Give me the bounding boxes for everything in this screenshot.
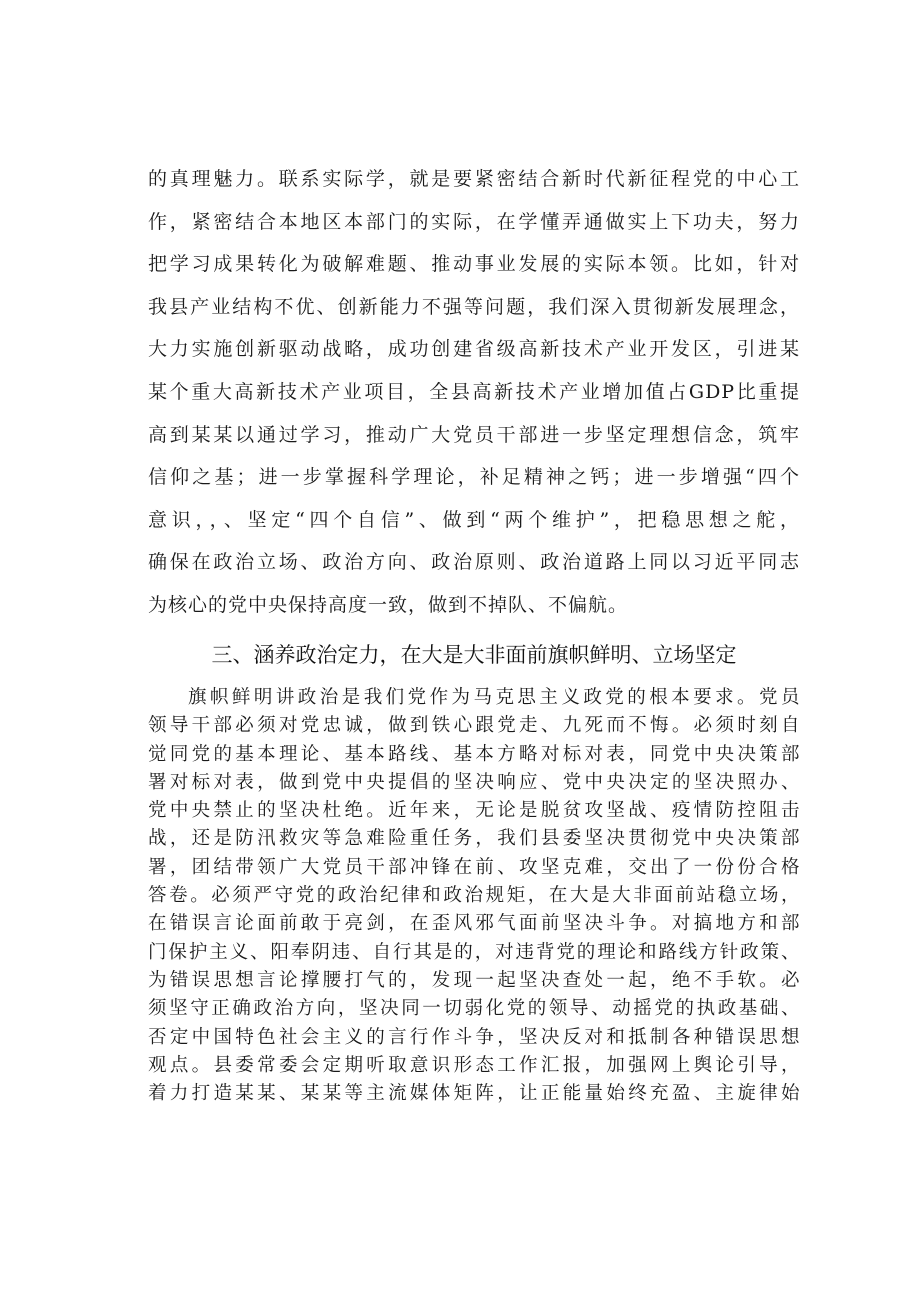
paragraph-line: 确保在政治立场、政治方向、政治原则、政治道路上同以习近平同志 bbox=[148, 551, 800, 574]
paragraph-line: 的真理魅力。联系实际学，就是要紧密结合新时代新征程党的中心工 bbox=[148, 168, 800, 190]
paragraph-line: 我县产业结构不优、创新能力不强等问题，我们深入贯彻新发展理念， bbox=[148, 295, 800, 318]
paragraph-line: 意识，，、坚定“四个自信”、做到“两个维护”，把稳思想之舵， bbox=[148, 508, 800, 531]
paragraph-line: 战，还是防汛救灾等急难险重任务，我们县委坚决贯彻党中央决策部 bbox=[148, 828, 800, 850]
paragraph-line: 旗帜鲜明讲政治是我们党作为马克思主义政党的根本要求。党员 bbox=[188, 687, 800, 708]
paragraph-line: 把学习成果转化为破解难题、推动事业发展的实际本领。比如，针对 bbox=[148, 253, 800, 276]
paragraph-2 bbox=[148, 684, 800, 1108]
paragraph-line: 觉同党的基本理论、基本路线、基本方略对标对表，同党中央决策部 bbox=[148, 743, 800, 765]
paragraph-line: 观点。县委常委会定期听取意识形态工作汇报，加强网上舆论引导， bbox=[148, 1054, 800, 1076]
paragraph-line: 作，紧密结合本地区本部门的实际，在学懂弄通做实上下功夫，努力 bbox=[148, 210, 800, 233]
paragraph-1 bbox=[148, 158, 800, 627]
paragraph-line: 高到某某以通过学习，推动广大党员干部进一步坚定理想信念，筑牢 bbox=[148, 423, 800, 446]
paragraph-line: 为错误思想言论撑腰打气的，发现一起坚决查处一起，绝不手软。必 bbox=[148, 969, 800, 991]
paragraph-line: 领导干部必须对党忠诚，做到铁心跟党走、九死而不悔。必须时刻自 bbox=[148, 715, 800, 737]
paragraph-line: 答卷。必须严守党的政治纪律和政治规矩，在大是大非面前站稳立场， bbox=[148, 885, 800, 907]
paragraph-line: 某个重大高新技术产业项目，全县高新技术产业增加值占GDP比重提 bbox=[148, 380, 800, 403]
paragraph-line: 署对标对表，做到党中央提倡的坚决响应、党中央决定的坚决照办、 bbox=[148, 771, 800, 793]
paragraph-line: 大力实施创新驱动战略，成功创建省级高新技术产业开发区，引进某 bbox=[148, 338, 800, 361]
paragraph-line: 署，团结带领广大党员干部冲锋在前、攻坚克难，交出了一份份合格 bbox=[148, 856, 800, 878]
section-heading: 三、涵养政治定力，在大是大非面前旗帜鲜明、立场坚定 bbox=[211, 643, 737, 667]
paragraph-line: 为核心的党中央保持高度一致，做到不掉队、不偏航。 bbox=[148, 593, 629, 616]
paragraph-line: 信仰之基；进一步掌握科学理论，补足精神之钙；进一步增强“四个 bbox=[148, 466, 800, 489]
paragraph-line: 在错误言论面前敢于亮剑，在歪风邪气面前坚决斗争。对搞地方和部 bbox=[148, 913, 800, 935]
paragraph-line: 门保护主义、阳奉阴违、自行其是的，对违背党的理论和路线方针政策、 bbox=[148, 941, 800, 963]
paragraph-line: 须坚守正确政治方向，坚决同一切弱化党的领导、动摇党的执政基础、 bbox=[148, 998, 800, 1020]
paragraph-line: 否定中国特色社会主义的言行作斗争，坚决反对和抵制各种错误思想 bbox=[148, 1026, 800, 1048]
paragraph-line: 着力打造某某、某某等主流媒体矩阵，让正能量始终充盈、主旋律始 bbox=[148, 1083, 800, 1105]
paragraph-line: 党中央禁止的坚决杜绝。近年来，无论是脱贫攻坚战、疫情防控阻击 bbox=[148, 800, 800, 822]
